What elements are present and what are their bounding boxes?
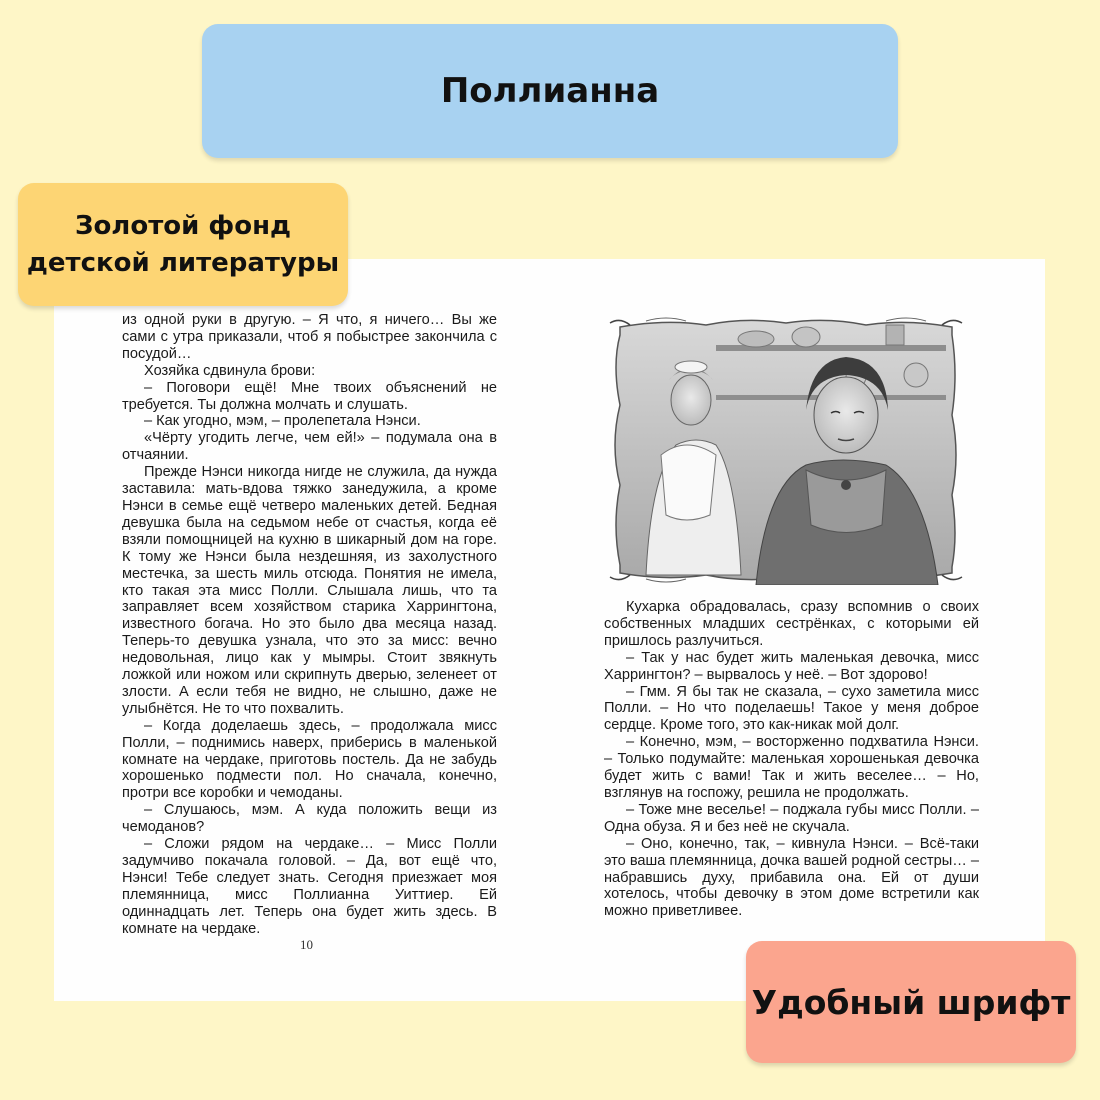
gold-fund-badge (18, 183, 348, 306)
convenient-font-label: Удобный шрифт (751, 982, 1071, 1022)
paragraph: «Чёрту угодить легче, чем ей!» – подумала она в отчаянии. (122, 430, 497, 464)
paragraph: Хозяйка сдвинула брови: (144, 362, 316, 379)
paragraph: из одной руки в другую. – Я что, я ничего… Вы же сами с утра приказали, чтоб я побыстрее закончила с посудой… (122, 312, 497, 362)
paragraph: – Сложи рядом на чердаке… – Мисс Полли задумчиво покачала головой. – Да, вот ещё что, Нэнси! Тебе следует знать. Сегодня приезжает моя племянница, мисс Поллианна Уиттиер. Ей одиннадцать лет. Теперь она будет жить здесь. В комнате на чердаке. (122, 836, 497, 937)
paragraph: Кухарка обрадовалась, сразу вспомнив о своих собственных младших сестрёнках, с которыми ей пришлось разлучиться. (604, 599, 979, 649)
paragraph: – Тоже мне веселье! – поджала губы мисс Полли. – Одна обуза. Я и без неё не скучала. (604, 801, 979, 835)
illustration-two-women (606, 315, 966, 585)
paragraph: – Оно, конечно, так, – кивнула Нэнси. – Всё-таки это ваша племянница, дочка вашей родной сестры… – набравшись духу, прибавила она. Ей от души хотелось, чтобы девочку в этом доме встретили как можно приветливее. (604, 835, 979, 920)
book-title: Поллианна (440, 71, 660, 111)
gold-fund-line2: детской литературы (26, 247, 340, 278)
page-number: 10 (300, 937, 313, 952)
paragraph: Прежде Нэнси никогда нигде не служила, да нужда заставила: мать-вдова тяжко занедужила, а кроме Нэнси в семье ещё четверо маленьких детей. Бедная девушка была на седьмом небе от счастья, когда её взяли помощницей на кухню в шикарный дом на горе. К тому же Нэнси была нездешняя, из захолустного местечка, за шесть миль отсюда. Понятия не имела, кто такая эта мисс Полли. Слышала лишь, что та заправляет всем хозяйством старика Харрингтона, известного богача. Но это было два месяца назад. Теперь-то девушка узнала, что это за мисс: вечно недовольная, лицо как у мымры. Стоит звякнуть ложкой или ножом или скрипнуть дверью, зеленеет от злости. А если тебя не видно, не слышно, даже не улыбнётся. Не то что похвалить. (122, 464, 497, 717)
convenient-font-badge (746, 941, 1076, 1063)
paragraph: – Конечно, мэм, – восторженно подхватила Нэнси. – Только подумайте: маленькая хорошенькая девочка будет жить с вами! Так и жить веселее… – Но, взглянув на госпожу, решила не продолжать. (604, 734, 979, 801)
paragraph: – Гмм. Я бы так не сказала, – сухо заметила мисс Полли. – Но что поделаешь! Такое у меня доброе сердце. Кроме того, это как-никак мой долг. (604, 683, 979, 734)
left-page-text (122, 312, 497, 938)
gold-fund-label (27, 208, 339, 282)
paragraph: – Так у нас будет жить маленькая девочка, мисс Харрингтон? – вырвалось у неё. – Вот здорово! (604, 649, 979, 683)
gold-fund-line1: Золотой фонд (74, 210, 292, 241)
paragraph: – Слушаюсь, мэм. А куда положить вещи из чемоданов? (122, 802, 497, 836)
paragraph: – Когда доделаешь здесь, – продолжала мисс Полли, – поднимись наверх, приберись в маленькой комнате на чердаке, приготовь постель. Да не забудь хорошенько подмести пол. Но сначала, конечно, протри все коробки и чемоданы. (122, 717, 497, 802)
paragraph: – Поговори ещё! Мне твоих объяснений не требуется. Ты должна молчать и слушать. (122, 379, 497, 413)
paragraph: – Как угодно, мэм, – пролепетала Нэнси. (144, 413, 421, 430)
title-banner (202, 24, 898, 158)
right-page-text (604, 599, 979, 920)
